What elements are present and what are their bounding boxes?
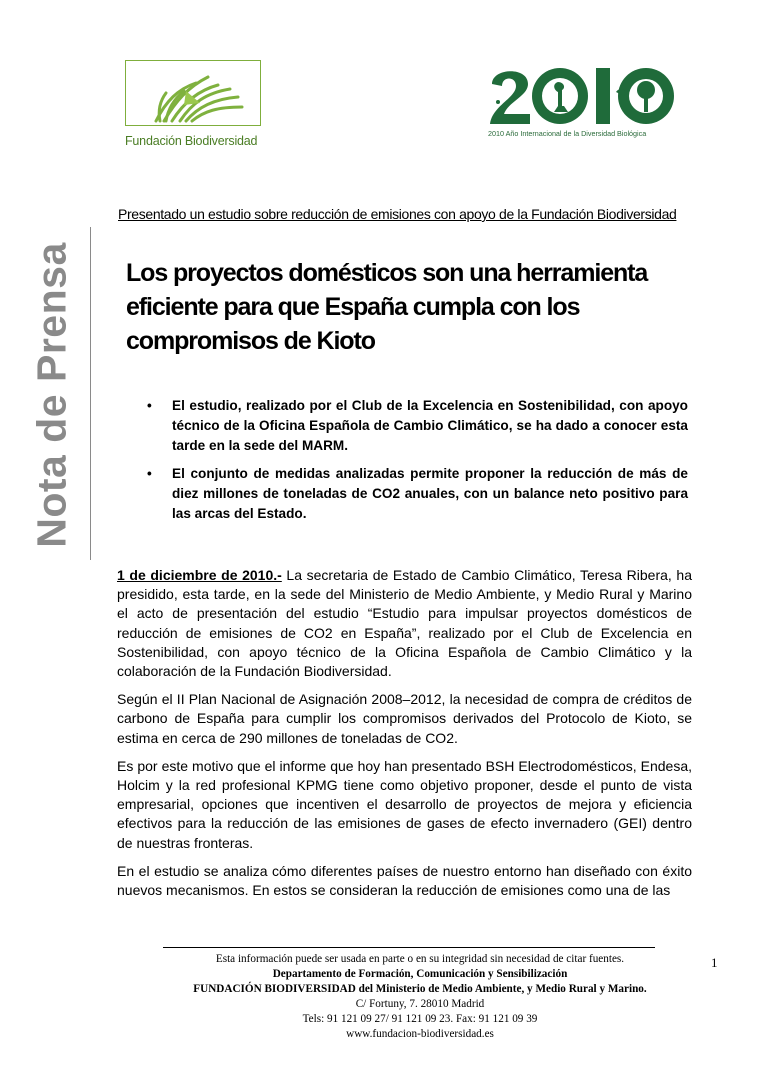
biodiversity-year-emblem-icon [488,62,688,128]
side-label-text: Nota de Prensa [28,242,75,548]
footer [120,952,720,1042]
foundation-name: Fundación Biodiversidad [125,134,258,148]
paragraph: Es por este motivo que el informe que hoy han presentado BSH Electrodomésticos, Endesa, Holcim y la red profesional KPMG tiene como objetivo proponer, desde el punto de vista empresarial, opciones que incentiven el desarrollo de proyectos de mejora y eficiencia efectivos para la reducción de las emisiones de gases de efecto invernadero (GEI) dentro de nuestras fronteras. [117,757,692,851]
footer-disclaimer: Esta información puede ser usada en parte o en su integridad sin necesidad de citar fuentes. [215,953,625,965]
bullet-icon: • [147,398,152,413]
article-body [117,566,692,909]
footer-phones: Tels: 91 121 09 27/ 91 121 09 23. Fax: 91 121 09 39 [302,1013,538,1025]
paragraph: 1 de diciembre de 2010.- La secretaria de Estado de Cambio Climático, Teresa Ribera, ha presidido, esta tarde, en la sede del Ministerio de Medio Ambiente, y Medio Rural y Marino el acto de presentación del estudio “Estudio para impulsar proyectos domésticos de reducción de emisiones de CO2 en España”, realizado por el Club de Excelencia en Sostenibilidad, con apoyo técnico de la Oficina Española de Cambio Climático y la colaboración de la Fundación Biodiversidad. [117,567,692,680]
footer-department: Departamento de Formación, Comunicación y Sensibilización [272,968,568,980]
fundacion-biodiversidad-logo [125,60,261,150]
footer-divider [163,947,655,948]
paragraph: En el estudio se analiza cómo diferentes países de nuestro entorno han diseñado con éxito nuevos mecanismos. En estos se consideran la reducción de emisiones como una de las [117,862,692,899]
subtitle: Presentado un estudio sobre reducción de emisiones con apoyo de la Fundación Biodiversidad [118,206,677,222]
footer-address: C/ Fortuny, 7. 28010 Madrid [355,998,485,1010]
headline: Los proyectos domésticos son una herramienta eficiente para que España cumpla con los compromisos de Kioto [126,259,648,355]
key-points-list [146,396,688,532]
dateline: 1 de diciembre de 2010.- [117,567,282,583]
footer-organization: FUNDACIÓN BIODIVERSIDAD del Ministerio de Medio Ambiente, y Medio Rural y Marino. [193,983,647,995]
grass-icon [126,61,260,125]
year-2010-logo [488,62,688,144]
page-number: 1 [711,955,718,970]
logo-frame [125,60,261,126]
bullet-icon: • [147,466,152,481]
footer-website: www.fundacion-biodiversidad.es [346,1028,494,1040]
side-divider [90,227,91,560]
key-point: • El conjunto de medidas analizadas permite proponer la reducción de más de diez millones de toneladas de CO2 anuales, con un balance neto positivo para las arcas del Estado. [147,466,688,521]
paragraph: Según el II Plan Nacional de Asignación 2008–2012, la necesidad de compra de créditos de carbono de España para cumplir los compromisos derivados del Protocolo de Kioto, se estima en cerca de 290 millones de toneladas de CO2. [117,691,692,746]
key-point: • El estudio, realizado por el Club de la Excelencia en Sostenibilidad, con apoyo técnico de la Oficina Española de Cambio Climático, se ha dado a conocer esta tarde en la sede del MARM. [147,398,688,453]
press-release-side-label [12,230,92,560]
year-caption: 2010 Año Internacional de la Diversidad Biológica [488,129,647,138]
